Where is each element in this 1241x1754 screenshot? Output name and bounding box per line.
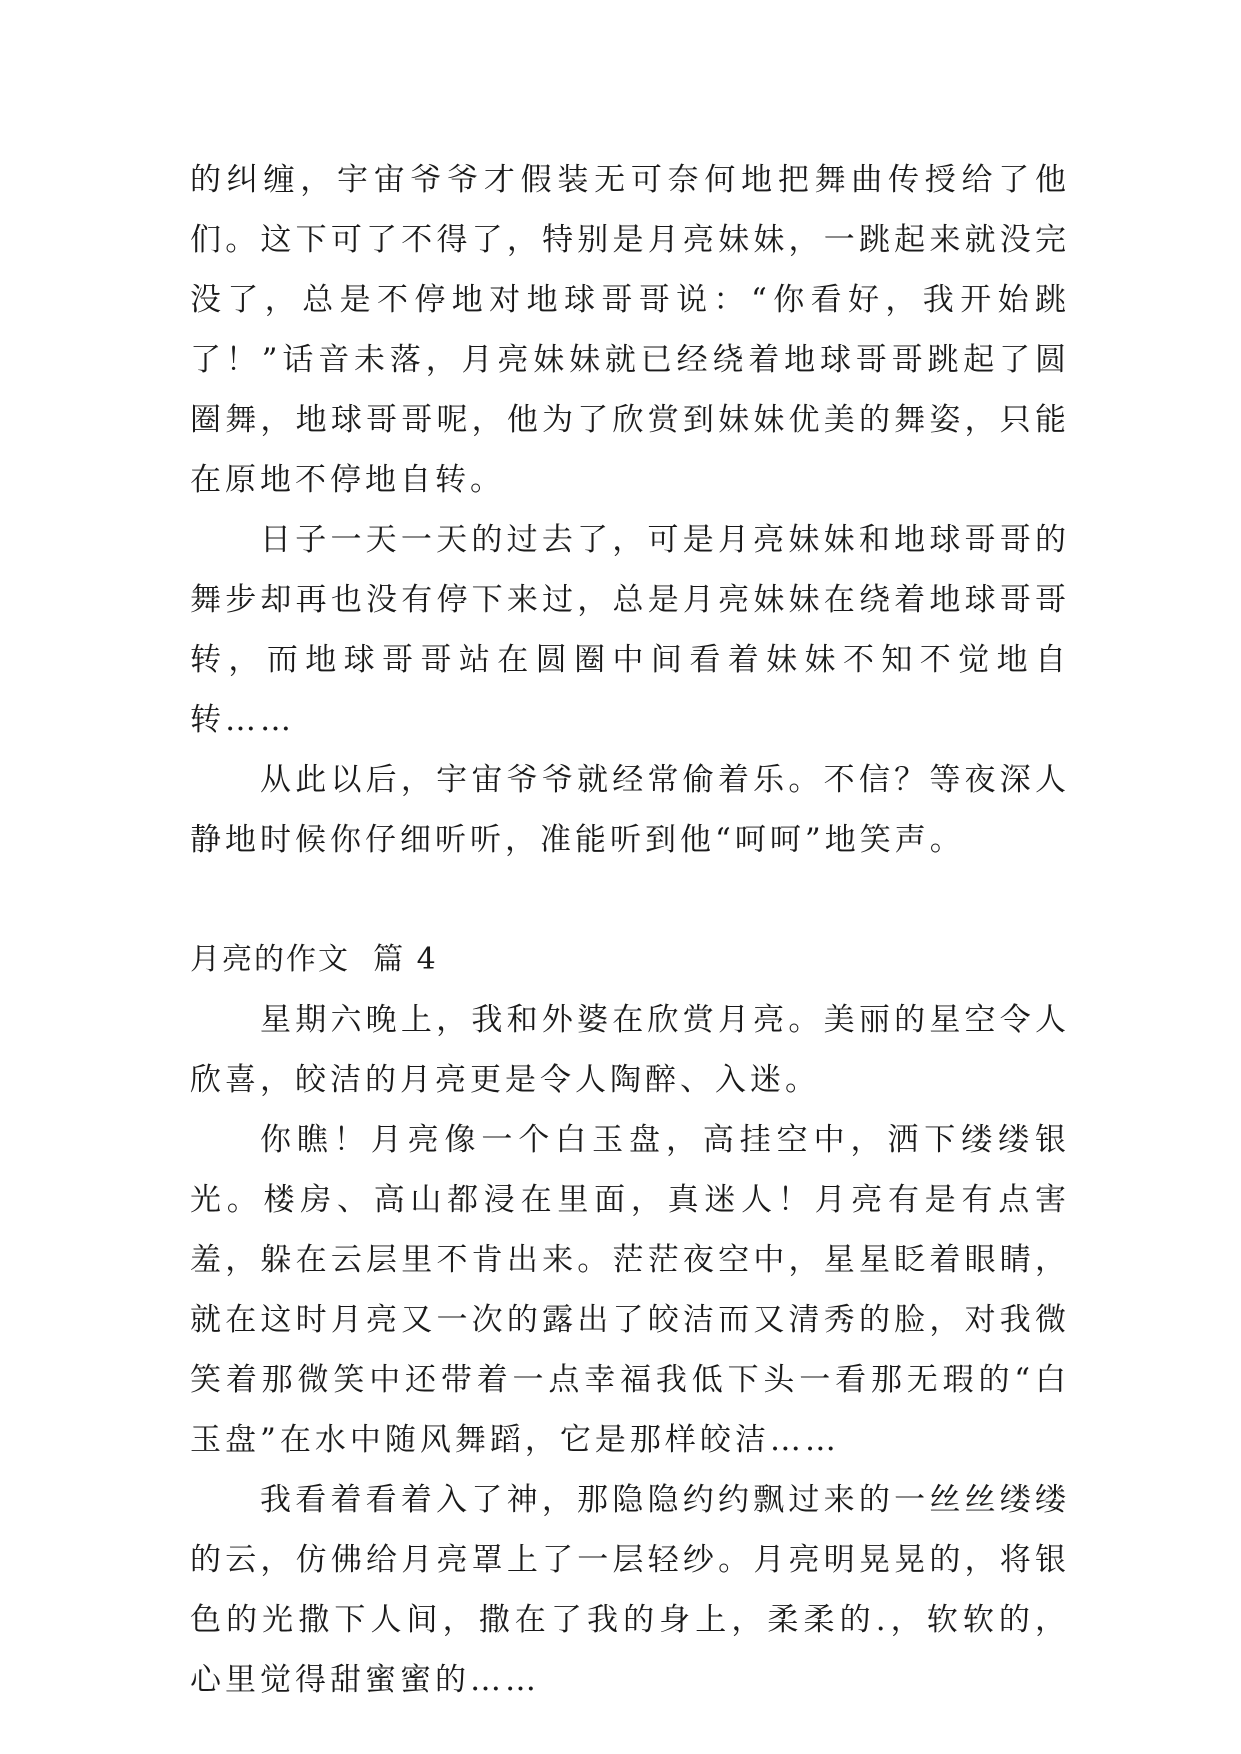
paragraph: 我看着看着入了神，那隐隐约约飘过来的一丝丝缕缕的云，仿佛给月亮罩上了一层轻纱。月亮明晃晃的，将银色的光撒下人间，撒在了我的身上，柔柔的.，软软的，心里觉得甜蜜蜜的…… [190,1482,1070,1698]
paragraph: 从此以后，宇宙爷爷就经常偷着乐。不信？等夜深人静地时候你仔细听听，准能听到他“呵呵”地笑声。 [190,762,1070,858]
paragraph: 你瞧！月亮像一个白玉盘，高挂空中，洒下缕缕银光。楼房、高山都浸在里面，真迷人！月亮有是有点害羞，躲在云层里不肯出来。茫茫夜空中，星星眨着眼睛，就在这时月亮又一次的露出了皎洁而又清秀的脸，对我微笑着那微笑中还带着一点幸福我低下头一看那无瑕的“白玉盘”在水中随风舞蹈，它是那样皎洁…… [190,1122,1070,1458]
paragraph: 日子一天一天的过去了，可是月亮妹妹和地球哥哥的舞步却再也没有停下来过，总是月亮妹妹在绕着地球哥哥转，而地球哥哥站在圆圈中间看着妹妹不知不觉地自转…… [190,522,1070,738]
paragraph-continuation: 的纠缠，宇宙爷爷才假装无可奈何地把舞曲传授给了他们。这下可了不得了，特别是月亮妹妹，一跳起来就没完没了，总是不停地对地球哥哥说：“你看好，我开始跳了！”话音未落，月亮妹妹就已经绕着地球哥哥跳起了圆圈舞，地球哥哥呢，他为了欣赏到妹妹优美的舞姿，只能在原地不停地自转。 [190,162,1070,498]
document-body [190,150,1070,1710]
paragraph: 星期六晚上，我和外婆在欣赏月亮。美丽的星空令人欣喜，皎洁的月亮更是令人陶醉、入迷。 [190,1002,1070,1098]
section-title: 月亮的作文 篇 4 [190,942,438,977]
